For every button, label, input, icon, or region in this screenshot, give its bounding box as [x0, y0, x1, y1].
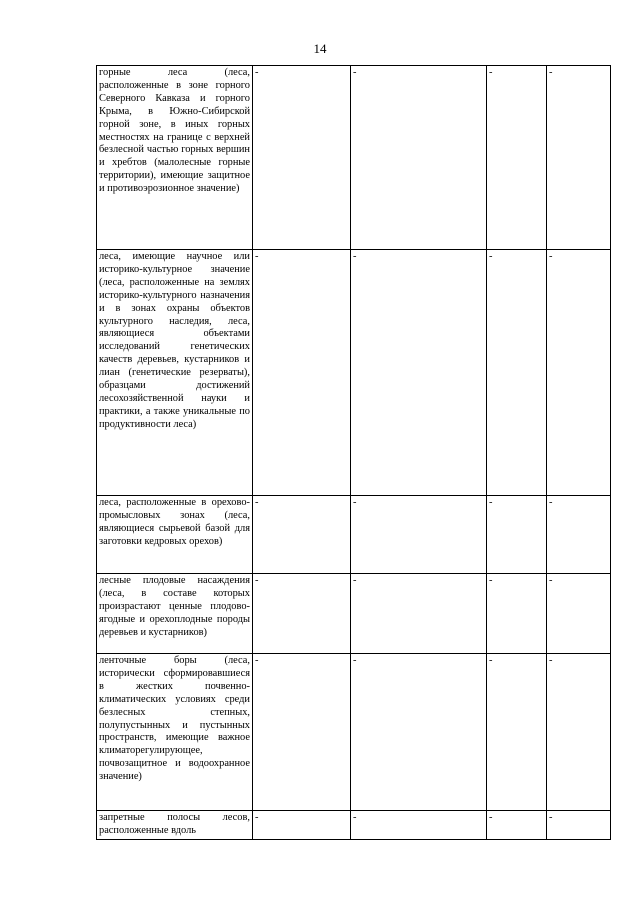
row-cell-col3: -	[351, 250, 487, 496]
row-cell-col4: -	[487, 250, 547, 496]
row-cell-col4: -	[487, 811, 547, 840]
row-cell-col5: -	[547, 574, 611, 654]
row-cell-col2: -	[253, 66, 351, 250]
table-row	[97, 496, 611, 574]
row-cell-col3: -	[351, 66, 487, 250]
page-number: 14	[313, 41, 327, 56]
row-description: лесные плодовые насаждения (леса, в составе которых произрастают ценные плодово-ягодные и орехоплодные породы деревьев и кустарников)	[97, 574, 253, 654]
row-cell-col3: -	[351, 496, 487, 574]
row-cell-col4: -	[487, 574, 547, 654]
row-cell-col5: -	[547, 496, 611, 574]
table-row	[97, 250, 611, 496]
row-description: леса, имеющие научное или историко-культурное значение (леса, расположенные на землях историко-культурного назначения и в зонах охраны объектов культурного наследия, леса, являющиеся объектами исследований генетических качеств деревьев, кустарников и лиан (генетические резерваты), образцами достижений лесохозяйственной науки и практики, а также уникальные по продуктивности леса)	[97, 250, 253, 496]
row-cell-col5: -	[547, 654, 611, 811]
row-cell-col4: -	[487, 66, 547, 250]
row-cell-col5: -	[547, 250, 611, 496]
table-row	[97, 574, 611, 654]
table-row	[97, 654, 611, 811]
row-cell-col3: -	[351, 811, 487, 840]
row-cell-col3: -	[351, 574, 487, 654]
row-cell-col5: -	[547, 66, 611, 250]
row-cell-col4: -	[487, 654, 547, 811]
row-cell-col4: -	[487, 496, 547, 574]
table-row	[97, 66, 611, 250]
row-cell-col2: -	[253, 496, 351, 574]
row-description: горные леса (леса, расположенные в зоне горного Северного Кавказа и горного Крыма, в Южно-Сибирской горной зоне, в иных горных местностях на границе с верхней безлесной частью горных вершин и хребтов (малолесные горные территории), имеющие защитное и противоэрозионное значение)	[97, 66, 253, 250]
row-cell-col2: -	[253, 574, 351, 654]
forest-categories-table	[96, 65, 611, 840]
table-row	[97, 811, 611, 840]
row-cell-col2: -	[253, 811, 351, 840]
row-cell-col3: -	[351, 654, 487, 811]
row-description: запретные полосы лесов, расположенные вдоль	[97, 811, 253, 840]
row-cell-col2: -	[253, 250, 351, 496]
row-description: ленточные боры (леса, исторически сформировавшиеся в жестких почвенно-климатических условиях среди безлесных степных, полупустынных и пустынных пространств, имеющие важное климаторегулирующее, почвозащитное и водоохранное значение)	[97, 654, 253, 811]
row-cell-col2: -	[253, 654, 351, 811]
row-description: леса, расположенные в орехово-промысловых зонах (леса, являющиеся сырьевой базой для заготовки кедровых орехов)	[97, 496, 253, 574]
row-cell-col5: -	[547, 811, 611, 840]
